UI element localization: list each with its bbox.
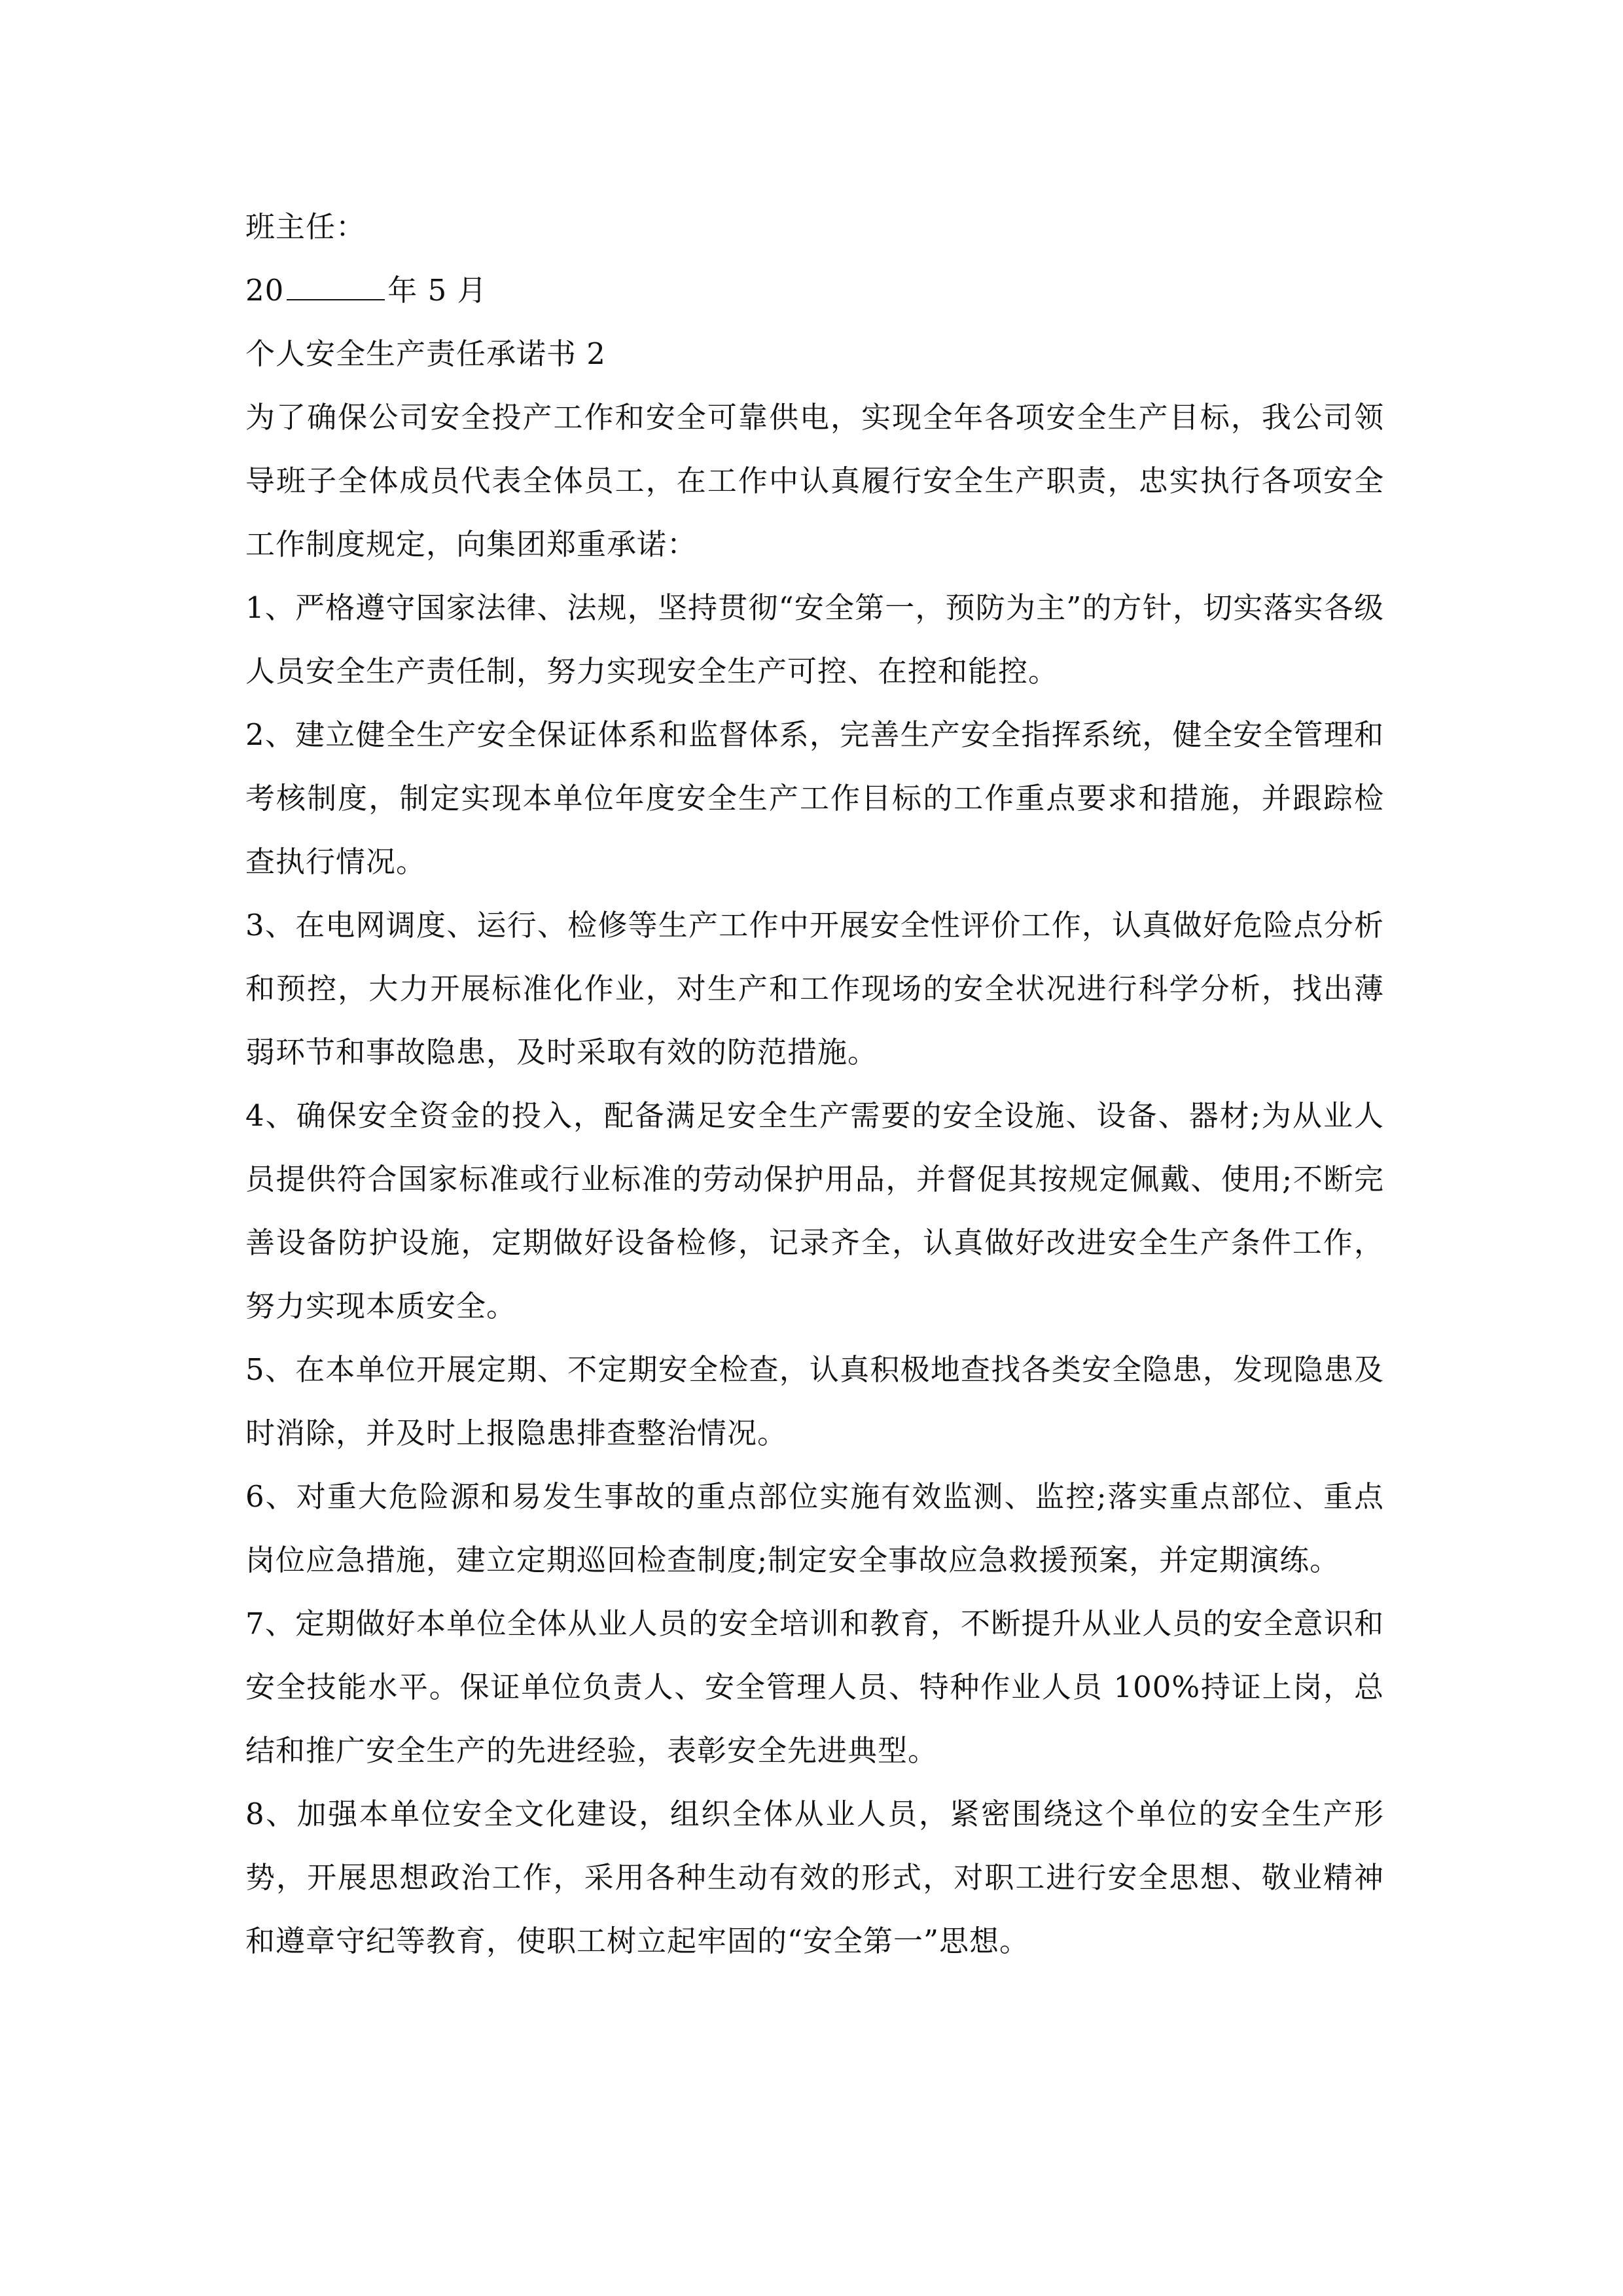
- commitment-item-5: 5、在本单位开展定期、不定期安全检查，认真积极地查找各类安全隐患，发现隐患及时消除，并及时上报隐患排查整治情况。: [245, 1352, 1384, 1450]
- teacher-signature-label: 班主任：: [245, 209, 366, 244]
- commitment-item-2: 2、建立健全生产安全保证体系和监督体系，完善生产安全指挥系统，健全安全管理和考核制度，制定实现本单位年度安全生产工作目标的工作重点要求和措施，并跟踪检查执行情况。: [245, 717, 1384, 879]
- intro-paragraph: 为了确保公司安全投产工作和安全可靠供电，实现全年各项安全生产目标，我公司领导班子全体成员代表全体员工，在工作中认真履行安全生产职责，忠实执行各项安全工作制度规定，向集团郑重承诺：: [245, 400, 1384, 562]
- date-suffix: 年 5 月: [387, 273, 488, 308]
- document-title: 个人安全生产责任承诺书 2: [245, 336, 606, 371]
- commitment-item-6: 6、对重大危险源和易发生事故的重点部位实施有效监测、监控;落实重点部位、重点岗位应急措施，建立定期巡回检查制度;制定安全事故应急救援预案，并定期演练。: [245, 1479, 1384, 1577]
- commitment-item-7: 7、定期做好本单位全体从业人员的安全培训和教育，不断提升从业人员的安全意识和安全技能水平。保证单位负责人、安全管理人员、特种作业人员 100%持证上岗，总结和推广安全生产的先进经验，表彰安全先进典型。: [245, 1606, 1384, 1768]
- date-line: [245, 259, 1384, 322]
- commitment-item-3: 3、在电网调度、运行、检修等生产工作中开展安全性评价工作，认真做好危险点分析和预控，大力开展标准化作业，对生产和工作现场的安全状况进行科学分析，找出薄弱环节和事故隐患，及时采取有效的防范措施。: [245, 908, 1384, 1069]
- document-body: [245, 195, 1384, 1973]
- commitment-item-8: 8、加强本单位安全文化建设，组织全体从业人员，紧密围绕这个单位的安全生产形势，开展思想政治工作，采用各种生动有效的形式，对职工进行安全思想、敬业精神和遵章守纪等教育，使职工树立起牢固的“安全第一”思想。: [245, 1797, 1384, 1958]
- date-blank: [287, 273, 385, 300]
- commitment-item-1: 1、严格遵守国家法律、法规，坚持贯彻“安全第一，预防为主”的方针，切实落实各级人员安全生产责任制，努力实现安全生产可控、在控和能控。: [245, 590, 1384, 689]
- date-prefix: 20: [245, 273, 285, 308]
- commitment-item-4: 4、确保安全资金的投入，配备满足安全生产需要的安全设施、设备、器材;为从业人员提供符合国家标准或行业标准的劳动保护用品，并督促其按规定佩戴、使用;不断完善设备防护设施，定期做好设备检修，记录齐全，认真做好改进安全生产条件工作，努力实现本质安全。: [245, 1098, 1384, 1323]
